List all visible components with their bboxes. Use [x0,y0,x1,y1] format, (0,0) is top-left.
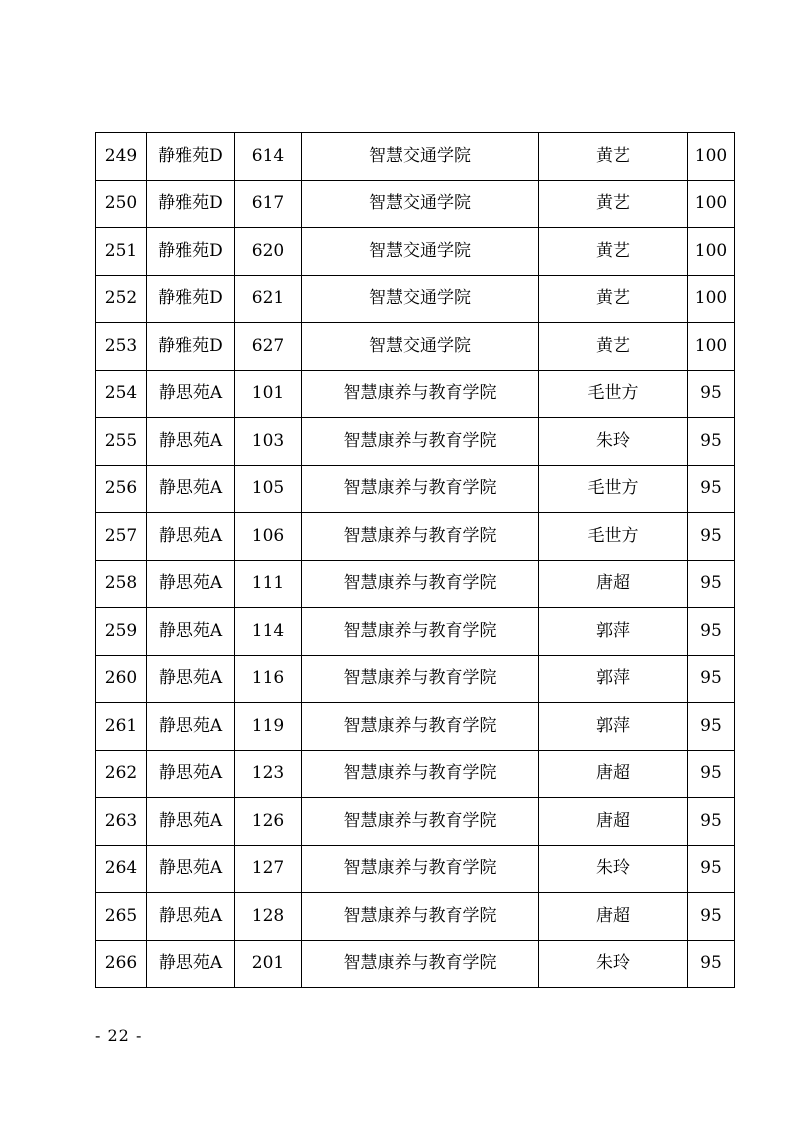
room-number-cell: 621 [235,275,302,323]
room-number-cell: 119 [235,703,302,751]
table-row [96,465,735,513]
building-cell: 静雅苑D [147,133,235,181]
college-cell: 智慧康养与教育学院 [302,560,539,608]
building-cell: 静思苑A [147,418,235,466]
score-cell: 95 [688,750,735,798]
responsible-person-cell: 朱玲 [539,418,688,466]
row-number-cell: 259 [96,608,147,656]
room-number-cell: 114 [235,608,302,656]
row-number-cell: 261 [96,703,147,751]
building-cell: 静思苑A [147,608,235,656]
table-row [96,940,735,988]
college-cell: 智慧交通学院 [302,275,539,323]
score-cell: 95 [688,893,735,941]
responsible-person-cell: 朱玲 [539,845,688,893]
row-number-cell: 250 [96,180,147,228]
room-number-cell: 126 [235,798,302,846]
score-cell: 100 [688,275,735,323]
responsible-person-cell: 朱玲 [539,940,688,988]
row-number-cell: 262 [96,750,147,798]
room-number-cell: 123 [235,750,302,798]
page-number: - 22 - [95,1026,143,1045]
dormitory-score-table [95,132,735,988]
responsible-person-cell: 黄艺 [539,133,688,181]
room-number-cell: 627 [235,323,302,371]
table-row [96,608,735,656]
building-cell: 静思苑A [147,845,235,893]
row-number-cell: 255 [96,418,147,466]
table-body [96,133,735,988]
college-cell: 智慧交通学院 [302,228,539,276]
building-cell: 静雅苑D [147,323,235,371]
score-cell: 95 [688,703,735,751]
responsible-person-cell: 郭萍 [539,655,688,703]
room-number-cell: 111 [235,560,302,608]
row-number-cell: 265 [96,893,147,941]
responsible-person-cell: 郭萍 [539,703,688,751]
score-cell: 95 [688,418,735,466]
building-cell: 静思苑A [147,893,235,941]
college-cell: 智慧康养与教育学院 [302,845,539,893]
responsible-person-cell: 毛世方 [539,465,688,513]
table-row [96,323,735,371]
college-cell: 智慧康养与教育学院 [302,513,539,561]
college-cell: 智慧康养与教育学院 [302,465,539,513]
score-cell: 95 [688,845,735,893]
score-cell: 95 [688,560,735,608]
score-cell: 95 [688,370,735,418]
score-cell: 95 [688,465,735,513]
college-cell: 智慧康养与教育学院 [302,370,539,418]
room-number-cell: 105 [235,465,302,513]
building-cell: 静思苑A [147,513,235,561]
score-cell: 95 [688,513,735,561]
building-cell: 静思苑A [147,798,235,846]
row-number-cell: 264 [96,845,147,893]
score-cell: 100 [688,180,735,228]
table-row [96,703,735,751]
building-cell: 静思苑A [147,465,235,513]
score-cell: 95 [688,940,735,988]
table-row [96,655,735,703]
responsible-person-cell: 郭萍 [539,608,688,656]
row-number-cell: 249 [96,133,147,181]
row-number-cell: 256 [96,465,147,513]
row-number-cell: 251 [96,228,147,276]
row-number-cell: 257 [96,513,147,561]
college-cell: 智慧康养与教育学院 [302,798,539,846]
room-number-cell: 201 [235,940,302,988]
building-cell: 静思苑A [147,560,235,608]
college-cell: 智慧康养与教育学院 [302,750,539,798]
responsible-person-cell: 黄艺 [539,275,688,323]
college-cell: 智慧康养与教育学院 [302,608,539,656]
building-cell: 静思苑A [147,940,235,988]
score-cell: 100 [688,133,735,181]
building-cell: 静思苑A [147,703,235,751]
building-cell: 静思苑A [147,655,235,703]
responsible-person-cell: 唐超 [539,798,688,846]
room-number-cell: 116 [235,655,302,703]
room-number-cell: 620 [235,228,302,276]
college-cell: 智慧康养与教育学院 [302,655,539,703]
responsible-person-cell: 唐超 [539,750,688,798]
table-row [96,133,735,181]
table-row [96,180,735,228]
table-row [96,513,735,561]
row-number-cell: 260 [96,655,147,703]
college-cell: 智慧交通学院 [302,180,539,228]
room-number-cell: 617 [235,180,302,228]
table-row [96,893,735,941]
score-cell: 100 [688,323,735,371]
room-number-cell: 127 [235,845,302,893]
college-cell: 智慧交通学院 [302,323,539,371]
college-cell: 智慧康养与教育学院 [302,893,539,941]
row-number-cell: 263 [96,798,147,846]
table-row [96,418,735,466]
responsible-person-cell: 黄艺 [539,228,688,276]
building-cell: 静雅苑D [147,275,235,323]
score-cell: 95 [688,655,735,703]
table-row [96,228,735,276]
responsible-person-cell: 黄艺 [539,323,688,371]
responsible-person-cell: 毛世方 [539,370,688,418]
row-number-cell: 266 [96,940,147,988]
room-number-cell: 614 [235,133,302,181]
college-cell: 智慧康养与教育学院 [302,940,539,988]
building-cell: 静思苑A [147,370,235,418]
score-cell: 95 [688,798,735,846]
table-row [96,370,735,418]
room-number-cell: 103 [235,418,302,466]
building-cell: 静思苑A [147,750,235,798]
table-row [96,845,735,893]
row-number-cell: 252 [96,275,147,323]
row-number-cell: 253 [96,323,147,371]
college-cell: 智慧康养与教育学院 [302,418,539,466]
table-row [96,275,735,323]
responsible-person-cell: 毛世方 [539,513,688,561]
responsible-person-cell: 黄艺 [539,180,688,228]
table-row [96,560,735,608]
score-cell: 95 [688,608,735,656]
table-row [96,798,735,846]
college-cell: 智慧康养与教育学院 [302,703,539,751]
table-row [96,750,735,798]
row-number-cell: 258 [96,560,147,608]
responsible-person-cell: 唐超 [539,893,688,941]
building-cell: 静雅苑D [147,180,235,228]
room-number-cell: 106 [235,513,302,561]
room-number-cell: 128 [235,893,302,941]
room-number-cell: 101 [235,370,302,418]
row-number-cell: 254 [96,370,147,418]
building-cell: 静雅苑D [147,228,235,276]
score-cell: 100 [688,228,735,276]
responsible-person-cell: 唐超 [539,560,688,608]
college-cell: 智慧交通学院 [302,133,539,181]
